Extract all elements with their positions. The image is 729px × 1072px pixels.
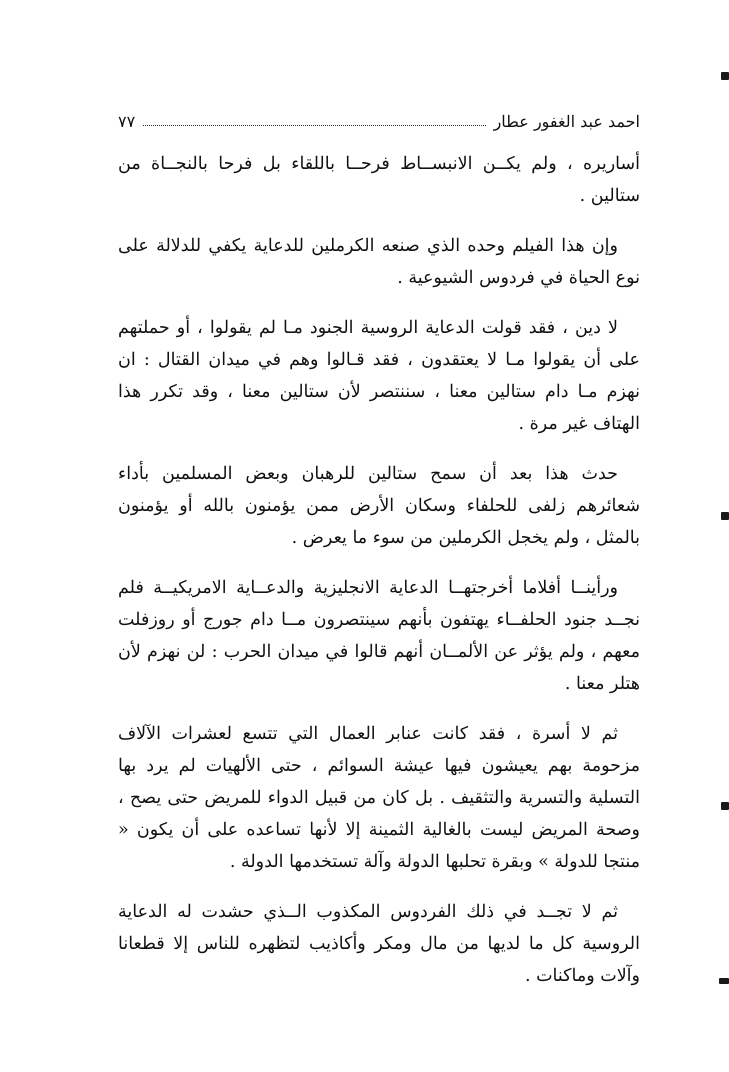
margin-scan-mark	[721, 72, 729, 80]
paragraph-5: ورأينــا أفلاما أخرجتهــا الدعاية الانجليزية والدعــاية الامريكيــة فلم نجــد جنود الحلفــاء يهتفون بأنهم سينتصرون مــا دام جورج أو روزفلت معهم ، ولم يؤثر عن الألمــان أنهم قالوا في ميدان الحرب : لن نهزم لأن هتلر معنا .	[118, 578, 640, 694]
paragraph-3: لا دين ، فقد قولت الدعاية الروسية الجنود مـا لم يقولوا ، أو حملتهم على أن يقولوا مـا لا يعتقدون ، فقد قـالوا وهم في ميدان القتال : ان نهزم مـا دام ستالين معنا ، سننتصر لأن ستالين معنا ، وقد تكرر هذا الهتاف غير مرة .	[118, 318, 640, 434]
paragraph-2: وإن هذا الفيلم وحده الذي صنعه الكرملين للدعاية يكفي للدلالة على نوع الحياة في فردوس الشيوعية .	[118, 236, 640, 288]
margin-scan-mark	[721, 802, 729, 810]
paragraph-6: ثم لا أسرة ، فقد كانت عنابر العمال التي تتسع لعشرات الآلاف مزحومة بهم يعيشون فيها عيشة السوائم ، حتى الألهيات لم يرد بها التسلية والتسرية والتثقيف . بل كان من قبيل الدواء للمريض حتى يصح ، وصحة المريض ليست بالغالية الثمينة إلا لأنها تساعده على أن يكون « منتجا للدولة » وبقرة تحلبها الدولة وآلة تستخدمها الدولة .	[118, 724, 640, 872]
margin-scan-mark	[721, 512, 729, 520]
page-body	[118, 148, 640, 1010]
dotted-leader	[143, 124, 485, 126]
paragraph-4: حدث هذا بعد أن سمح ستالين للرهبان وبعض المسلمين بأداء شعائرهم زلفى للحلفاء وسكان الأرض ممن يؤمنون بالله أو يؤمنون بالمثل ، ولم يخجل الكرملين من سوء ما يعرض .	[118, 464, 640, 548]
margin-scan-mark	[719, 978, 729, 984]
author-name: احمد عبد الغفور عطار	[493, 112, 640, 131]
running-header	[118, 104, 640, 132]
page-number: ٧٧	[118, 112, 136, 131]
paragraph-1: أساريره ، ولم يكــن الانبســاط فرحــا باللقاء بل فرحا بالنجــاة من ستالين .	[118, 154, 640, 206]
paragraph-7: ثم لا تجــد في ذلك الفردوس المكذوب الــذي حشدت له الدعاية الروسية كل ما لديها من مال ومكر وأكاذيب لتظهره للناس إلا قطعانا وآلات وماكنات .	[118, 902, 640, 986]
